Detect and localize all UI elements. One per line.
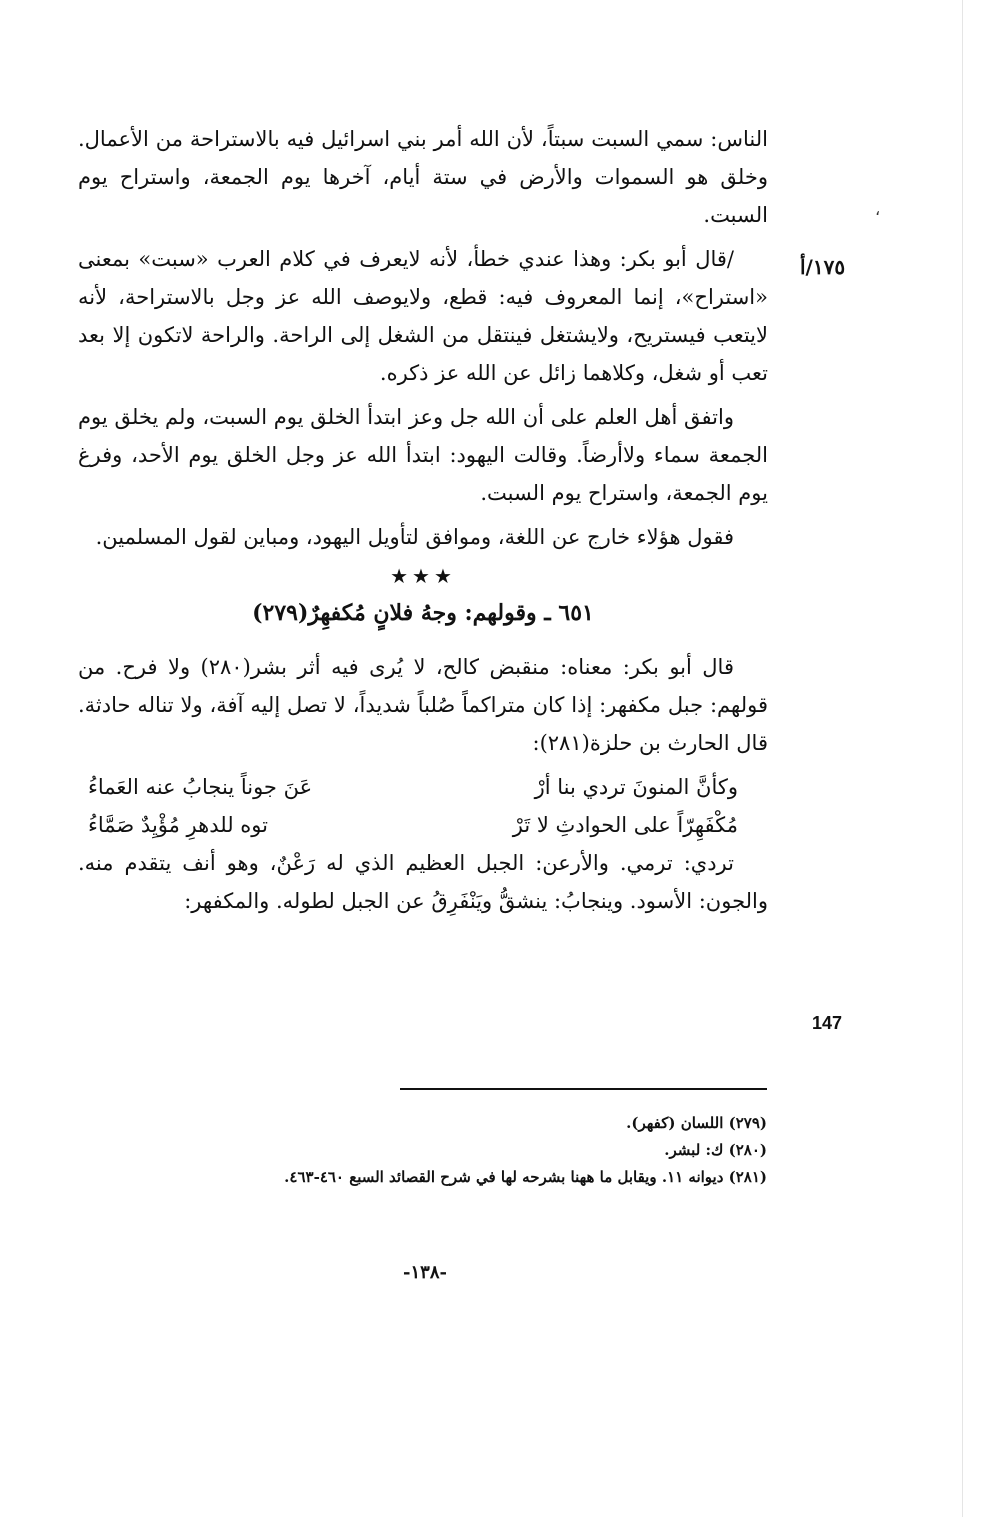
section-heading: ٦٥١ ـ وقولهم: وجهُ فلانٍ مُكفهِرٌ(٢٧٩) (252, 600, 594, 626)
verse-line-2 (78, 806, 768, 844)
verse-2-second-hemistich: توه للدهرِ مُؤْيِدٌ صَمَّاءُ (88, 813, 268, 837)
paragraph-2: /قال أبو بكر: وهذا عندي خطأ، لأنه لايعرف في كلام العرب «سبت» بمعنى «استراح»، إنما المعروف فيه: قطع، ولايوصف الله عز وجل بالاستراحة، لأنه لايتعب فيستريح، ولايشتغل فينتقل من الشغل إلى الراحة. والراحة لاتكون إلا بعد تعب أو شغل، وكلاهما زائل عن الله عز ذكره. (78, 247, 768, 385)
footnote-279: (٢٧٩) اللسان (كفهر). (626, 1114, 767, 1132)
paragraph-4: فقول هؤلاء خارج عن اللغة، وموافق لتأويل اليهود، ومباين لقول المسلمين. (95, 525, 734, 549)
verse-1-first-hemistich: وكأنَّ المنونَ تردي بنا أرْ (534, 775, 738, 799)
footnotes (230, 1110, 767, 1191)
footnote-281: (٢٨١) ديوانه ١١. ويقابل ما ههنا بشرحه لها في شرح القصائد السبع ٤٦٠-٤٦٣. (284, 1168, 767, 1186)
paragraph-5: قال أبو بكر: معناه: منقبض كالح، لا يُرى فيه أثر بشر(٢٨٠) ولا فرح. من قولهم: جبل مكفهر: إذا كان متراكماً صُلباً شديداً، لا تصل إليه آفة، ولا تناله حادثة. قال الحارث بن حلزة(٢٨١): (78, 655, 768, 755)
main-text (78, 120, 768, 926)
margin-number: 147 (812, 1013, 843, 1033)
verse-line-1 (78, 768, 768, 806)
margin-mark: ، (875, 200, 881, 219)
footnote-280: (٢٨٠) ك: لبشر. (664, 1141, 767, 1159)
paragraph-3: واتفق أهل العلم على أن الله جل وعز ابتدأ الخلق يوم السبت، ولم يخلق يوم الجمعة سماء ولاأرضاً. وقالت اليهود: ابتدأ الله عز وجل الخلق يوم الأحد، وفرغ يوم الجمعة، واستراح يوم السبت. (78, 405, 768, 505)
section-separator: ★★★ (390, 564, 456, 588)
page-number: -١٣٨- (403, 1262, 447, 1283)
scan-edge-line (962, 0, 963, 1517)
verse-1-second-hemistich: عَنَ جوناً ينجابُ عنه العَماءُ (88, 775, 313, 799)
verse-2-first-hemistich: مُكْفَهِرّاً على الحوادثِ لا تَرْ (512, 813, 738, 837)
paragraph-1: الناس: سمي السبت سبتاً، لأن الله أمر بني اسرائيل فيه بالاستراحة من الأعمال. وخلق هو السموات والأرض في ستة أيام، آخرها يوم الجمعة، واستراح يوم السبت. (78, 127, 768, 227)
paragraph-6: تردي: ترمي. والأرعن: الجبل العظيم الذي له رَعْنٌ، وهو أنف يتقدم منه. والجون: الأسود. وينجابُ: ينشقُّ ويَنْفَرِقُ عن الجبل لطوله. والمكفهر: (78, 851, 768, 913)
folio-reference: ١٧٥/أ (800, 255, 846, 279)
footnote-divider (400, 1088, 767, 1090)
